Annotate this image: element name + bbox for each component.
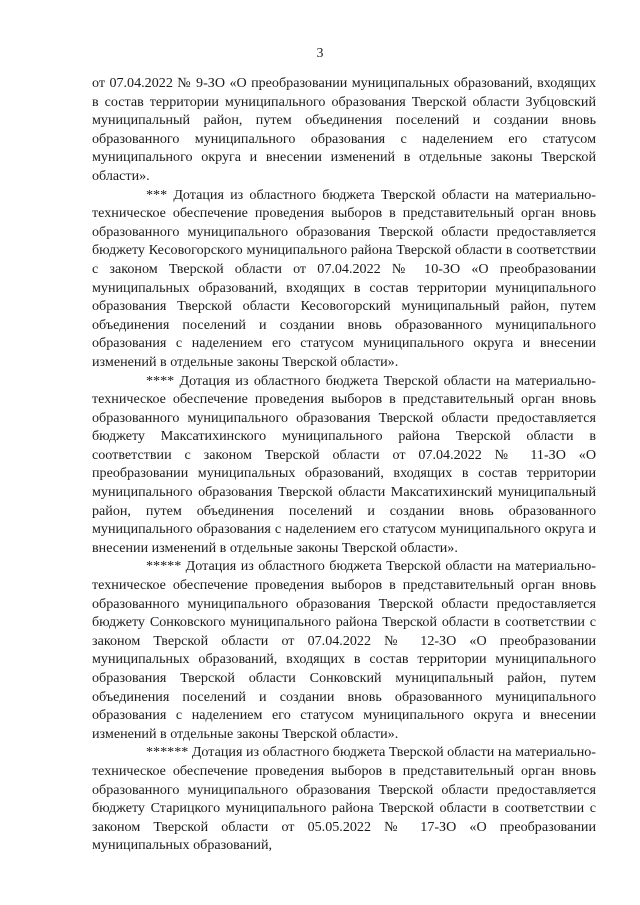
- footnote-marker: ****: [146, 372, 175, 389]
- paragraph-text: Дотация из областного бюджета Тверской области на материально-техническое обеспечение проведения выборов в представительный орган вновь образованного муниципального образования Тверской области предоставляется бюджету Сонковского муниципального района Тверской области в соответствии с законом Тверской области от 07.04.2022 № 12-ЗО «О преобразовании муниципальных образований, входящих в состав территории муниципального образования Тверской области Сонковский муниципальный район, путем объединения поселений и создании вновь образованного муниципального образования с наделением его статусом муниципального округа и внесении изменений в отдельные законы Тверской области».: [92, 558, 596, 742]
- footnote-marker: ******: [146, 744, 189, 761]
- paragraph-text: Дотация из областного бюджета Тверской области на материально-техническое обеспечение проведения выборов в представительный орган вновь образованного муниципального образования Тверской области предоставляется бюджету Старицкого муниципального района Тверской области в соответствии с законом Тверской области от 05.05.2022 № 17-ЗО «О преобразовании муниципальных образований,: [92, 744, 596, 854]
- footnote-paragraph-4: [92, 372, 596, 558]
- paragraph-text: Дотация из областного бюджета Тверской области на материально-техническое обеспечение проведения выборов в представительный орган вновь образованного муниципального образования Тверской области предоставляется бюджету Максатихинского муниципального района Тверской области в соответствии с законом Тверской области от 07.04.2022 № 11-ЗО «О преобразовании муниципальных образований, входящих в состав территории муниципального образования Тверской области Максатихинский муниципальный район, путем объединения поселений и создании вновь образованного муниципального образования с наделением его статусом муниципального округа и внесении изменений в отдельные законы Тверской области».: [92, 372, 596, 556]
- paragraph-continuation: [92, 74, 596, 186]
- footnote-paragraph-6: [92, 743, 596, 855]
- footnote-paragraph-3: [92, 186, 596, 372]
- footnote-marker: ***: [146, 186, 168, 203]
- paragraph-text: от 07.04.2022 № 9-ЗО «О преобразовании муниципальных образований, входящих в состав территории муниципального образования Тверской области Зубцовский муниципальный район, путем объединения поселений и создании вновь образованного муниципального образования с наделением его статусом муниципального округа и внесении изменений в отдельные законы Тверской области».: [92, 75, 596, 184]
- page-number: 3: [316, 46, 324, 61]
- document-body: [92, 74, 596, 855]
- paragraph-text: Дотация из областного бюджета Тверской области на материально-техническое обеспечение проведения выборов в представительный орган вновь образованного муниципального образования Тверской области предоставляется бюджету Кесовогорского муниципального района Тверской области в соответствии с законом Тверской области от 07.04.2022 № 10-ЗО «О преобразовании муниципальных образований, входящих в состав территории муниципального образования Тверской области Кесовогорский муниципальный район, путем объединения поселений и создании вновь образованного муниципального образования с наделением его статусом муниципального округа и внесении изменений в отдельные законы Тверской области».: [92, 186, 596, 370]
- footnote-marker: *****: [146, 558, 182, 575]
- footnote-paragraph-5: [92, 557, 596, 743]
